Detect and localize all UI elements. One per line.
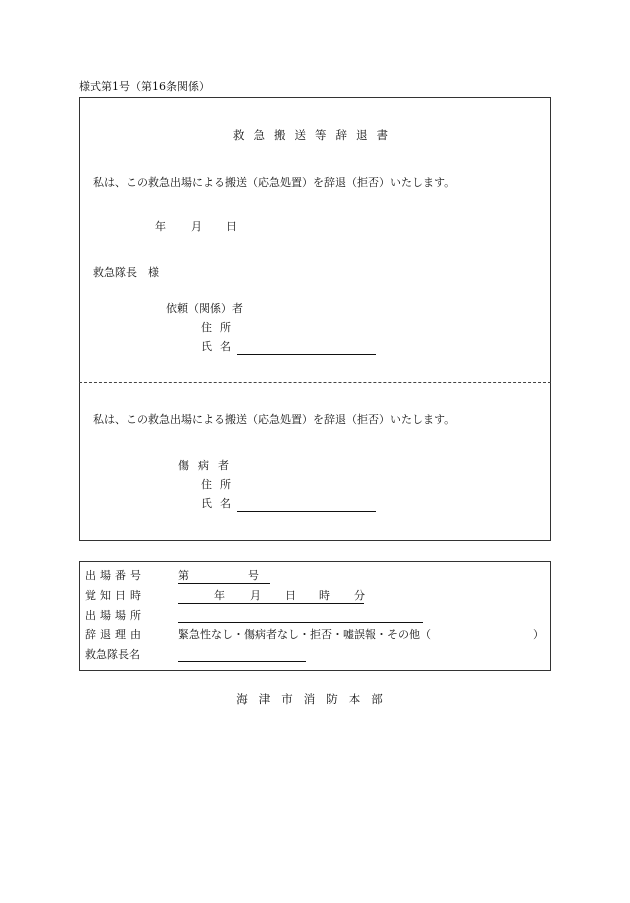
awareness-minute: 分 bbox=[354, 589, 365, 602]
awareness-hour: 時 bbox=[319, 589, 330, 602]
addressee-text: 救急隊長 様 bbox=[93, 266, 159, 279]
location-label: 出場場所 bbox=[85, 609, 145, 622]
dispatch-number-suffix: 号 bbox=[248, 569, 259, 582]
awareness-day: 日 bbox=[285, 589, 296, 602]
patient-name-field[interactable] bbox=[237, 511, 376, 512]
declaration-box bbox=[79, 97, 551, 541]
awareness-label: 覚知日時 bbox=[85, 589, 145, 602]
dispatch-number-prefix: 第 bbox=[178, 569, 189, 582]
dispatch-number-field[interactable] bbox=[178, 583, 270, 584]
patient-label: 傷病者 bbox=[178, 459, 238, 472]
section-divider bbox=[79, 382, 551, 383]
statement-text: 私は、この救急出場による搬送（応急処置）を辞退（拒否）いたします。 bbox=[93, 176, 456, 189]
patient-name-label: 氏名 bbox=[201, 497, 239, 510]
captain-name-field[interactable] bbox=[178, 661, 306, 662]
reason-close-paren: ） bbox=[533, 628, 544, 641]
record-box bbox=[79, 561, 551, 671]
reason-label: 辞退理由 bbox=[85, 628, 145, 641]
date-day-label: 日 bbox=[226, 220, 237, 233]
requester-name-label: 氏名 bbox=[201, 340, 239, 353]
captain-label: 救急隊長名 bbox=[85, 648, 140, 661]
dispatch-number-label: 出場番号 bbox=[85, 569, 145, 582]
requester-address-label: 住所 bbox=[201, 321, 239, 334]
requester-name-field[interactable] bbox=[237, 354, 376, 355]
awareness-field[interactable] bbox=[178, 603, 364, 604]
awareness-month: 月 bbox=[250, 589, 261, 602]
patient-address-label: 住所 bbox=[201, 478, 239, 491]
location-field[interactable] bbox=[178, 622, 423, 623]
date-year-label: 年 bbox=[155, 220, 166, 233]
reason-options[interactable]: 緊急性なし・傷病者なし・拒否・嘘誤報・その他（ bbox=[178, 628, 431, 641]
issuer-name: 海津市消防本部 bbox=[236, 692, 394, 706]
statement-text-2: 私は、この救急出場による搬送（応急処置）を辞退（拒否）いたします。 bbox=[93, 413, 456, 426]
document-title: 救急搬送等辞退書 bbox=[233, 128, 397, 142]
form-number-label: 様式第1号（第16条関係） bbox=[79, 80, 210, 93]
requester-label: 依頼（関係）者 bbox=[166, 302, 243, 315]
awareness-year: 年 bbox=[214, 589, 225, 602]
date-month-label: 月 bbox=[191, 220, 202, 233]
